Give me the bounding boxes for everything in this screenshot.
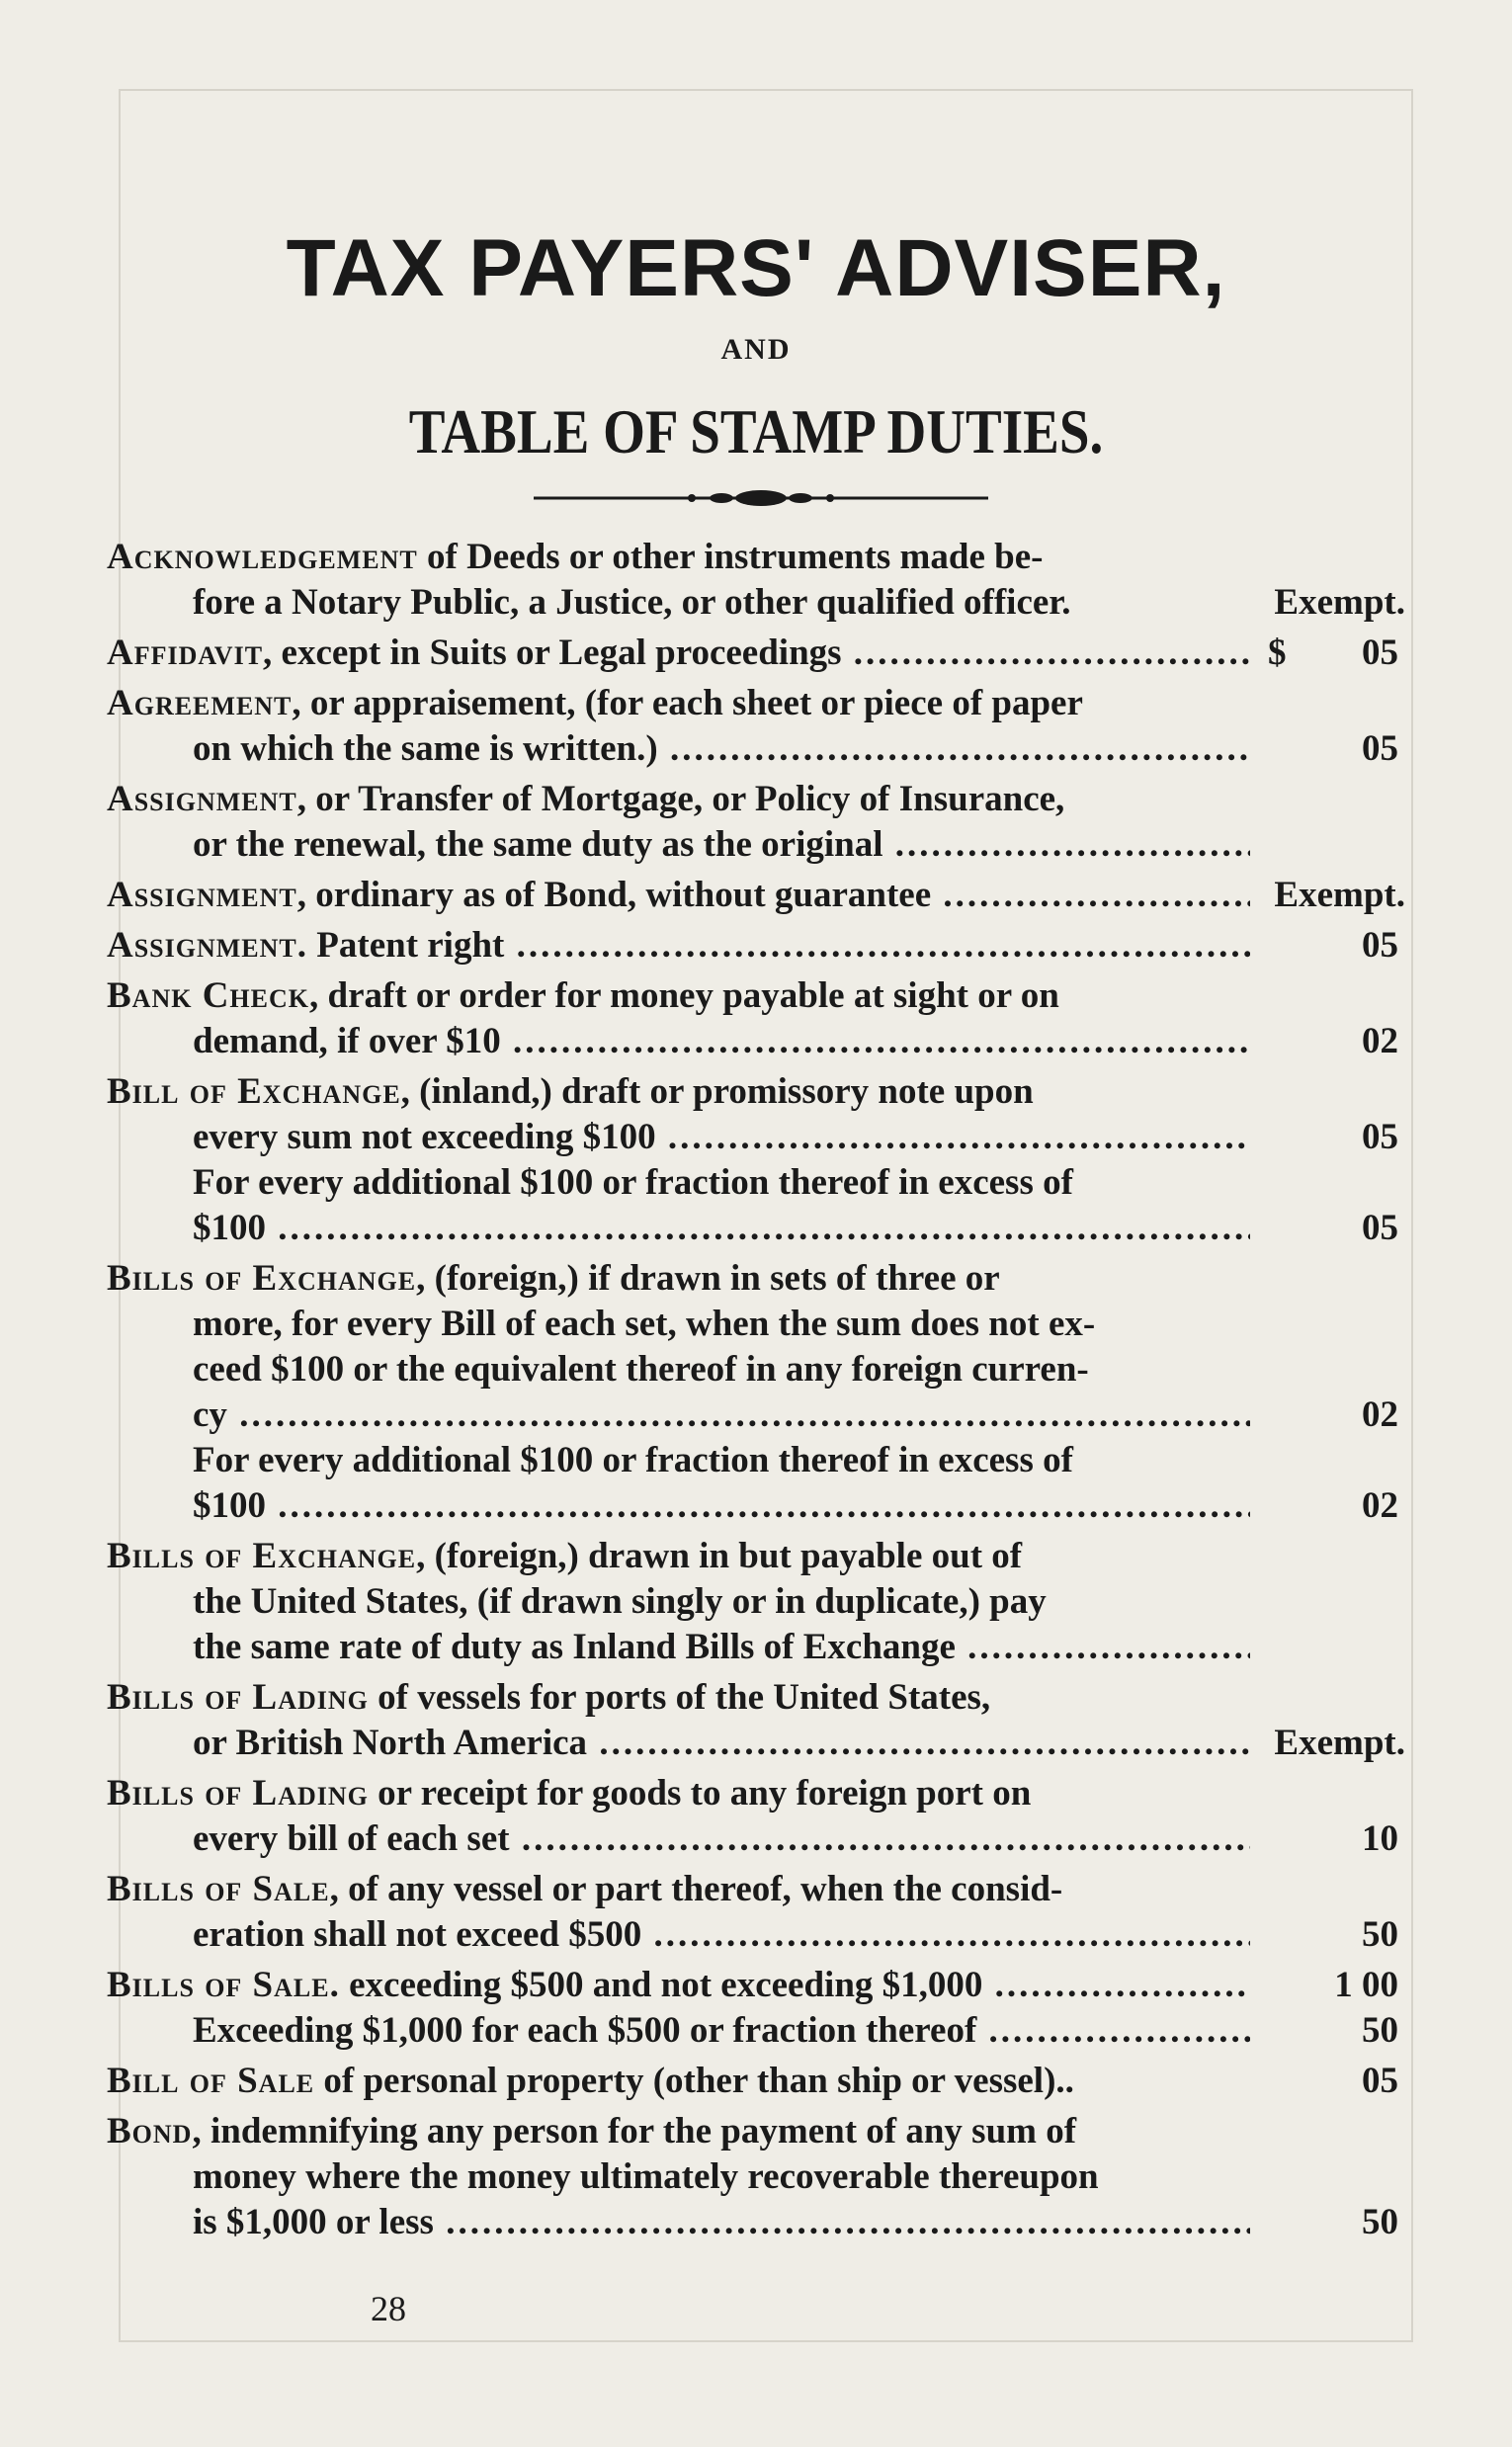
duty-amount: 10 <box>1362 1818 1398 1859</box>
duty-text <box>107 974 1250 1018</box>
duty-text <box>193 1484 1250 1528</box>
page-title: TAX PAYERS' ADVISER, <box>286 223 1226 313</box>
entry-text: the United States, (if drawn singly or in duplicate,) pay <box>193 1581 1047 1622</box>
duty-amount: 50 <box>1362 2010 1398 2051</box>
duty-line <box>0 974 1512 1018</box>
duty-text <box>107 1964 1250 2007</box>
dollar-sign: $ <box>1268 633 1287 673</box>
duty-line <box>0 1161 1512 1205</box>
duty-line <box>0 1257 1512 1301</box>
entry-text: , (foreign,) if drawn in sets of three or <box>416 1258 1000 1299</box>
duty-line <box>0 1580 1512 1624</box>
duty-text <box>107 1772 1250 1815</box>
duty-text <box>193 1207 1250 1250</box>
duty-text <box>193 1913 1250 1957</box>
entry-heading: Bills of Lading <box>107 1677 369 1718</box>
duty-text <box>193 1116 1250 1159</box>
duty-line <box>0 536 1512 579</box>
duty-text <box>107 924 1250 968</box>
duty-line <box>0 727 1512 771</box>
duty-line <box>0 1868 1512 1911</box>
duty-text <box>193 1303 1250 1346</box>
entry-text: $100 <box>193 1208 266 1248</box>
duty-text <box>193 1580 1250 1624</box>
duty-text <box>193 2201 1250 2244</box>
entry-text: or the renewal, the same duty as the original <box>193 824 883 865</box>
duty-line <box>0 2110 1512 2153</box>
duty-text <box>193 1020 1250 1063</box>
entry-heading: Bills of Lading <box>107 1773 369 1814</box>
entry-heading: Agreement <box>107 683 293 723</box>
duty-text <box>107 778 1250 821</box>
entry-text: Exceeding $1,000 for each $500 or fraction thereof <box>193 2010 977 2051</box>
title-conjunction: AND <box>720 333 792 366</box>
entry-text: of vessels for ports of the United States, <box>368 1677 991 1718</box>
duty-text <box>193 1817 1250 1861</box>
duty-text <box>107 1535 1250 1578</box>
entry-text: , (inland,) draft or promissory note upon <box>400 1071 1034 1112</box>
entry-heading: Assignment <box>107 875 297 915</box>
entry-text: the same rate of duty as Inland Bills of Exchange <box>193 1627 956 1667</box>
duty-text <box>107 1676 1250 1720</box>
entry-text: more, for every Bill of each set, when the sum does not ex- <box>193 1304 1096 1344</box>
duty-amount: 1 00 <box>1334 1965 1398 2005</box>
duty-line <box>0 874 1512 917</box>
entry-text: For every additional $100 or fraction thereof in excess of <box>193 1162 1073 1203</box>
duty-line <box>0 823 1512 867</box>
duty-amount: 05 <box>1362 728 1398 769</box>
entry-text: For every additional $100 or fraction thereof in excess of <box>193 1440 1073 1480</box>
duty-line <box>0 1535 1512 1578</box>
entry-heading: Acknowledgement <box>107 537 418 577</box>
entry-heading: Bond <box>107 2111 193 2152</box>
duty-text <box>193 1722 1250 1765</box>
ornament-divider-icon <box>534 486 988 510</box>
duty-text <box>107 1070 1250 1114</box>
entry-text: $100 <box>193 1485 266 1526</box>
duty-text <box>107 2110 1250 2153</box>
entry-text: , or appraisement, (for each sheet or piece of paper <box>292 683 1083 723</box>
duty-line <box>0 2201 1512 2244</box>
page-subtitle: TABLE OF STAMP DUTIES. <box>408 396 1104 466</box>
duty-text <box>107 1868 1250 1911</box>
entry-text: or receipt for goods to any foreign port on <box>368 1773 1032 1814</box>
duty-line <box>0 924 1512 968</box>
entry-text: money where the money ultimately recoverable thereupon <box>193 2156 1099 2197</box>
entry-text: or British North America <box>193 1723 588 1763</box>
entry-text: , (foreign,) drawn in but payable out of <box>416 1536 1023 1576</box>
duty-line <box>0 1020 1512 1063</box>
entry-text: , or Transfer of Mortgage, or Policy of Insurance, <box>296 779 1065 819</box>
duty-line <box>0 1913 1512 1957</box>
entry-heading: Bills of Sale <box>107 1869 330 1909</box>
duty-amount: 05 <box>1362 2061 1398 2101</box>
entry-text: eration shall not exceed $500 <box>193 1914 642 1955</box>
duty-text <box>193 1626 1250 1669</box>
duty-text <box>193 2009 1250 2053</box>
duty-text <box>193 581 1243 625</box>
duty-line <box>0 1348 1512 1392</box>
duty-line <box>0 1439 1512 1482</box>
entry-text: , indemnifying any person for the payment of any sum of <box>192 2111 1077 2152</box>
entry-text: every bill of each set <box>193 1818 510 1859</box>
entry-heading: Assignment <box>107 779 297 819</box>
duty-line <box>0 632 1512 675</box>
duty-text <box>193 1439 1250 1482</box>
duty-line <box>0 1722 1512 1765</box>
duty-amount: 05 <box>1362 1208 1398 1248</box>
entry-text: fore a Notary Public, a Justice, or other qualified officer. <box>193 582 1071 623</box>
duty-text <box>107 632 1250 675</box>
duty-text <box>107 2060 1250 2103</box>
duty-amount: 50 <box>1362 2202 1398 2242</box>
page-number: 28 <box>371 2289 406 2328</box>
entry-text: , of any vessel or part thereof, when the consid- <box>329 1869 1063 1909</box>
duty-line <box>0 581 1512 625</box>
entry-text: , ordinary as of Bond, without guarantee <box>296 875 932 915</box>
duty-line <box>0 1484 1512 1528</box>
entry-text: demand, if over $10 <box>193 1021 501 1061</box>
duty-amount: 05 <box>1362 633 1398 673</box>
duty-text <box>193 2155 1250 2199</box>
duty-line <box>0 1626 1512 1669</box>
entry-heading: Bank Check <box>107 975 309 1016</box>
entry-text: every sum not exceeding $100 <box>193 1117 656 1157</box>
entry-text: , draft or order for money payable at sight or on <box>309 975 1059 1016</box>
duty-text <box>193 1348 1250 1392</box>
duty-text <box>107 536 1250 579</box>
entry-heading: Bill of Sale <box>107 2061 315 2101</box>
duty-amount: Exempt. <box>1274 875 1405 915</box>
entry-text: of personal property (other than ship or vessel).. <box>314 2061 1074 2101</box>
duty-text <box>193 727 1250 771</box>
duty-text <box>193 1393 1250 1437</box>
duty-line <box>0 1207 1512 1250</box>
duty-text <box>107 682 1250 725</box>
duty-line <box>0 682 1512 725</box>
duty-line <box>0 1676 1512 1720</box>
duty-amount: 50 <box>1362 1914 1398 1955</box>
duty-line <box>0 1070 1512 1114</box>
duty-text <box>193 823 1250 867</box>
duty-line <box>0 2060 1512 2103</box>
duty-amount: Exempt. <box>1274 582 1405 623</box>
entry-heading: Bill of Exchange <box>107 1071 401 1112</box>
duty-amount: 02 <box>1362 1394 1398 1435</box>
duty-line <box>0 1817 1512 1861</box>
entry-text: is $1,000 or less <box>193 2202 434 2242</box>
duty-amount: 02 <box>1362 1021 1398 1061</box>
duty-amount: Exempt. <box>1274 1723 1405 1763</box>
entry-text: exceeding $500 and not exceeding $1,000 <box>339 1965 983 2005</box>
duty-text <box>107 1257 1250 1301</box>
entry-text: cy <box>193 1394 227 1435</box>
entry-text: Patent right <box>307 925 505 966</box>
entry-heading: Affidavit <box>107 633 264 673</box>
entry-heading: Assignment. <box>107 925 308 966</box>
entry-heading: Bills of Exchange <box>107 1536 417 1576</box>
entry-text: ceed $100 or the equivalent thereof in any foreign curren- <box>193 1349 1089 1390</box>
duty-line <box>0 1303 1512 1346</box>
entry-heading: Bills of Exchange <box>107 1258 417 1299</box>
duty-amount: 02 <box>1362 1485 1398 1526</box>
entry-text: on which the same is written.) <box>193 728 658 769</box>
duty-text <box>107 874 1250 917</box>
entry-text: of Deeds or other instruments made be- <box>417 537 1044 577</box>
duty-line <box>0 2155 1512 2199</box>
duty-line <box>0 1393 1512 1437</box>
duty-text <box>193 1161 1250 1205</box>
duty-line <box>0 1116 1512 1159</box>
duty-line <box>0 1964 1512 2007</box>
duty-line <box>0 2009 1512 2053</box>
entry-heading: Bills of Sale. <box>107 1965 340 2005</box>
duty-amount: 05 <box>1362 1117 1398 1157</box>
duty-line <box>0 778 1512 821</box>
duty-line <box>0 1772 1512 1815</box>
duty-amount: 05 <box>1362 925 1398 966</box>
entry-text: , except in Suits or Legal proceedings <box>263 633 842 673</box>
